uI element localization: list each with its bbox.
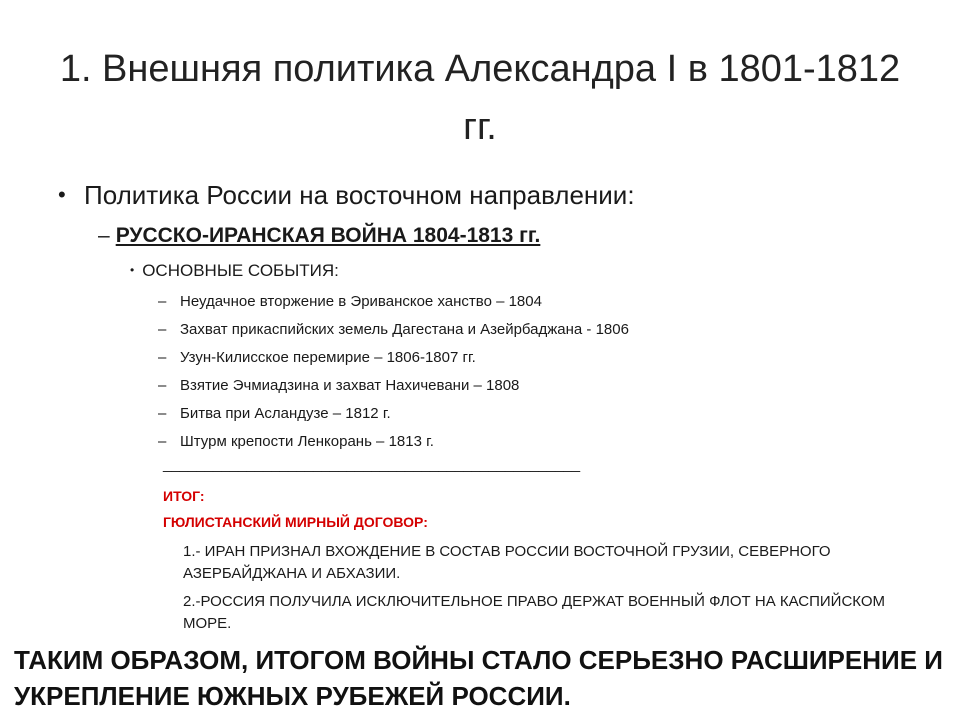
slide-title: 1. Внешняя политика Александра I в 1801-1812 гг. bbox=[59, 48, 901, 148]
event-text: Битва при Асландузе – 1812 г. bbox=[180, 405, 391, 422]
events-heading bbox=[130, 258, 339, 283]
result-label: ИТОГ: bbox=[163, 488, 205, 504]
event-text: Захват прикаспийских земель Дагестана и Азейрбаджана - 1806 bbox=[180, 321, 629, 338]
bullet-eastern-policy-text: Политика России на восточном направлении: bbox=[84, 180, 635, 210]
dash-icon: – bbox=[158, 377, 167, 394]
war-title: РУССКО-ИРАНСКАЯ ВОЙНА 1804-1813 гг. bbox=[115, 224, 541, 247]
list-item bbox=[158, 400, 629, 428]
dash-icon: – bbox=[158, 349, 167, 366]
list-item bbox=[158, 344, 629, 372]
treaty-term-2: 2.-РОССИЯ ПОЛУЧИЛА ИСКЛЮЧИТЕЛЬНОЕ ПРАВО ДЕРЖАТ ВОЕННЫЙ ФЛОТ НА КАСПИЙСКОМ МОРЕ. bbox=[183, 593, 886, 632]
list-item bbox=[158, 372, 629, 400]
treaty-term-1: 1.- ИРАН ПРИЗНАЛ ВХОЖДЕНИЕ В СОСТАВ РОССИИ ВОСТОЧНОЙ ГРУЗИИ, СЕВЕРНОГО АЗЕРБАЙДЖАНА И АБХАЗИИ. bbox=[183, 543, 831, 582]
dash-icon: – bbox=[98, 224, 110, 247]
separator-line: __________________________________________________ bbox=[163, 456, 581, 473]
bullet-dot-icon: • bbox=[130, 263, 135, 277]
dash-icon: – bbox=[158, 293, 167, 310]
conclusion-text: ТАКИМ ОБРАЗОМ, ИТОГОМ ВОЙНЫ СТАЛО СЕРЬЕЗНО РАСШИРЕНИЕ И УКРЕПЛЕНИЕ ЮЖНЫХ РУБЕЖЕЙ РОССИИ. bbox=[14, 645, 943, 711]
list-item bbox=[158, 288, 629, 316]
event-text: Неудачное вторжение в Эриванское ханство – 1804 bbox=[180, 293, 542, 310]
events-heading-text: ОСНОВНЫЕ СОБЫТИЯ: bbox=[142, 261, 339, 280]
subbullet-war bbox=[98, 222, 540, 250]
bullet-dot-icon: • bbox=[58, 182, 66, 207]
event-text: Узун-Килисское перемирие – 1806-1807 гг. bbox=[180, 349, 476, 366]
treaty-label: ГЮЛИСТАНСКИЙ МИРНЫЙ ДОГОВОР: bbox=[163, 514, 428, 530]
dash-icon: – bbox=[158, 405, 167, 422]
list-item bbox=[158, 316, 629, 344]
list-item bbox=[158, 428, 629, 456]
dash-icon: – bbox=[158, 321, 167, 338]
events-list bbox=[158, 288, 629, 456]
event-text: Взятие Эчмиадзина и захват Нахичевани – 1808 bbox=[180, 377, 520, 394]
event-text: Штурм крепости Ленкорань – 1813 г. bbox=[180, 433, 434, 450]
dash-icon: – bbox=[158, 433, 167, 450]
